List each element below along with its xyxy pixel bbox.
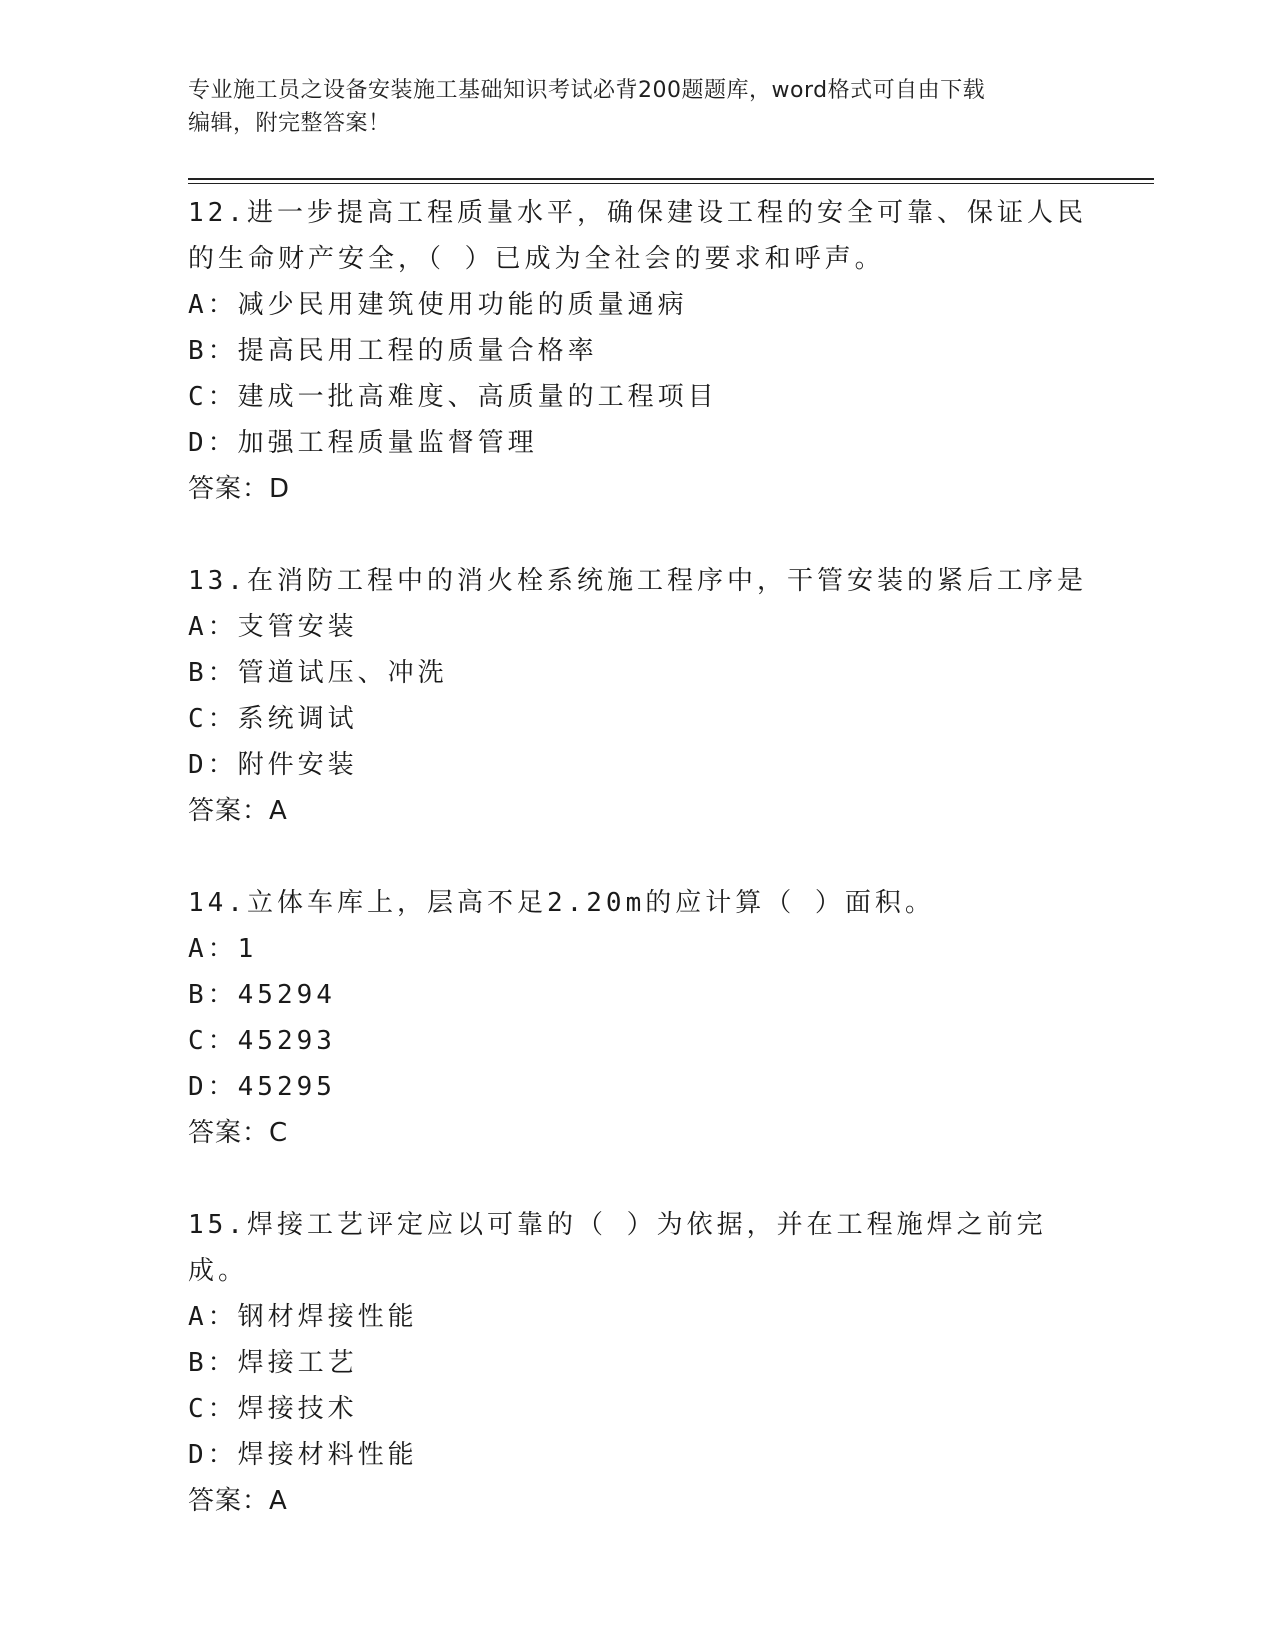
option-a: A：1 [188, 934, 258, 964]
option-b: B：管道试压、冲洗 [188, 658, 448, 688]
option-d: D：附件安装 [188, 750, 358, 780]
header-divider-thin [188, 183, 1154, 184]
option-b: B：焊接工艺 [188, 1348, 358, 1378]
answer-line: 答案：A [188, 1486, 288, 1516]
document-header [188, 74, 1088, 140]
question-text: 12.进一步提高工程质量水平，确保建设工程的安全可靠、保证人民的生命财产安全，（ ）已成为全社会的要求和呼声。 [188, 198, 1087, 274]
question-text: 14.立体车库上，层高不足2.20m的应计算（ ）面积。 [188, 888, 935, 918]
question-12 [188, 190, 1088, 512]
question-15 [188, 1202, 1088, 1524]
answer-line: 答案：C [188, 1118, 289, 1148]
option-b: B：提高民用工程的质量合格率 [188, 336, 598, 366]
question-list [188, 190, 1088, 1524]
option-a: A：减少民用建筑使用功能的质量通病 [188, 290, 688, 320]
header-line-2: 编辑，附完整答案！ [188, 111, 391, 136]
spacer [188, 1156, 1088, 1202]
question-text: 15.焊接工艺评定应以可靠的（ ）为依据，并在工程施焊之前完成。 [188, 1210, 1047, 1286]
option-a: A：支管安装 [188, 612, 358, 642]
answer-line: 答案：A [188, 796, 288, 826]
answer-line: 答案：D [188, 474, 291, 504]
spacer [188, 834, 1088, 880]
option-c: C：45293 [188, 1026, 336, 1056]
spacer [188, 512, 1088, 558]
header-divider-thick [188, 178, 1154, 180]
header-line-1: 专业施工员之设备安装施工基础知识考试必背200题题库，word格式可自由下载 [188, 78, 986, 103]
option-c: C：建成一批高难度、高质量的工程项目 [188, 382, 718, 412]
option-d: D：45295 [188, 1072, 336, 1102]
option-d: D：焊接材料性能 [188, 1440, 418, 1470]
option-c: C：焊接技术 [188, 1394, 358, 1424]
question-text: 13.在消防工程中的消火栓系统施工程序中，干管安装的紧后工序是 [188, 566, 1087, 596]
option-b: B：45294 [188, 980, 336, 1010]
option-a: A：钢材焊接性能 [188, 1302, 418, 1332]
option-d: D：加强工程质量监督管理 [188, 428, 538, 458]
question-14 [188, 880, 1088, 1156]
question-13 [188, 558, 1088, 834]
option-c: C：系统调试 [188, 704, 358, 734]
